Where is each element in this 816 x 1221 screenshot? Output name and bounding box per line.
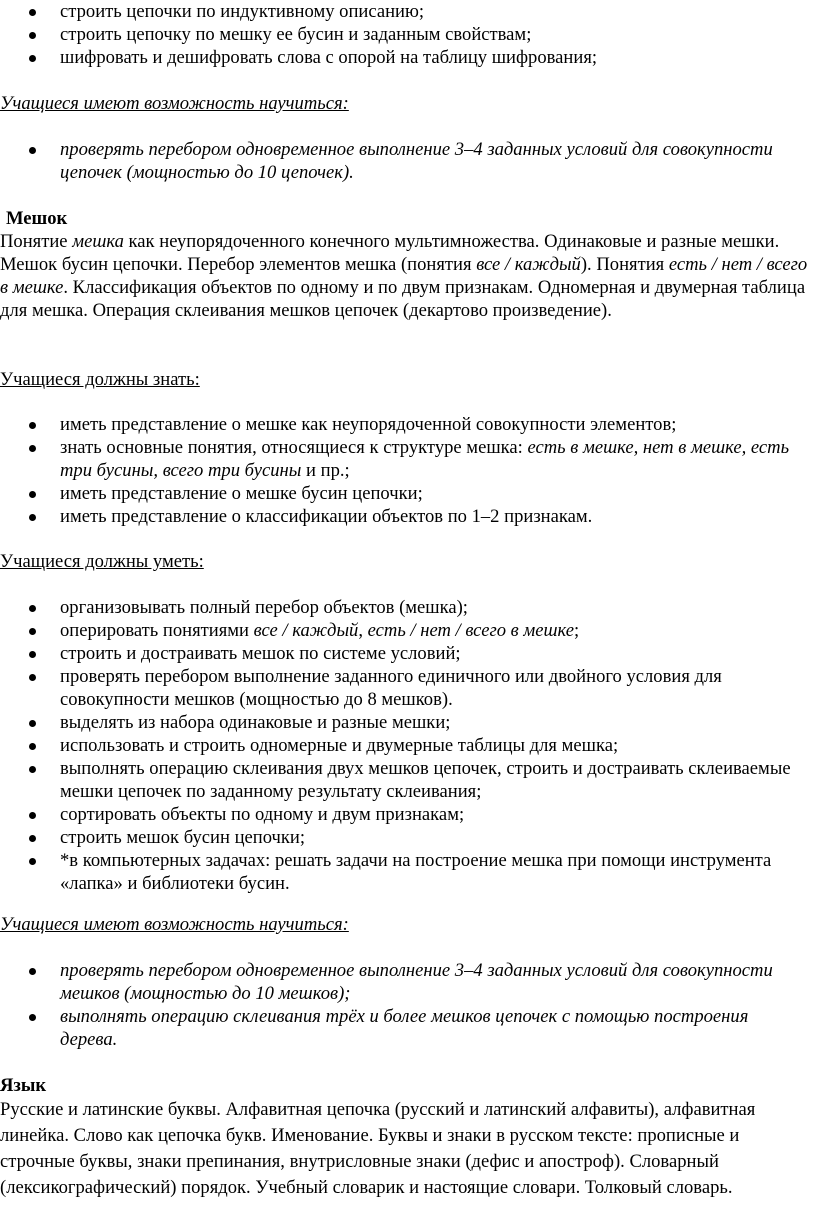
bullet-icon	[29, 422, 36, 429]
opportunity-list-chains	[0, 138, 812, 184]
bag-description: Понятие мешка как неупорядоченного конечного мультимножества. Одинаковые и разные мешки. Мешок бусин цепочки. Перебор элементов мешка (понятия все / каждый). Понятия есть / нет / всего в мешке. Классификация объектов по одному и по двум признакам. Одномерная и двумерная таблица для мешка. Операция склеивания мешков цепочек (декартово произведение).	[0, 231, 808, 321]
list-item: проверять перебором выполнение заданного единичного или двойного условия для совокупности мешков (мощностью до 8 мешков).	[0, 665, 812, 711]
list-item: иметь представление о мешке бусин цепочки;	[0, 482, 812, 505]
bullet-icon	[29, 858, 36, 865]
list-item: шифровать и дешифровать слова с опорой на таблицу шифрования;	[0, 46, 812, 69]
bullet-icon	[29, 812, 36, 819]
list-item: использовать и строить одномерные и двумерные таблицы для мешка;	[0, 734, 812, 757]
bullet-icon	[29, 968, 36, 975]
bullet-icon	[29, 628, 36, 635]
list-item: *в компьютерных задачах: решать задачи на построение мешка при помощи инструмента «лапка» и библиотеки бусин.	[0, 849, 812, 895]
list-item: организовывать полный перебор объектов (мешка);	[0, 596, 812, 619]
can-list	[0, 596, 812, 895]
opportunity-list-bags	[0, 959, 812, 1051]
section-heading: Учащиеся имеют возможность научиться:	[0, 93, 349, 114]
list-item: строить цепочки по индуктивному описанию;	[0, 0, 812, 23]
bullet-icon	[29, 605, 36, 612]
list-item: выполнять операцию склеивания двух мешков цепочек, строить и достраивать склеиваемые мешки цепочек по заданному результату склеивания;	[0, 757, 812, 803]
section-title-bag: Мешок	[6, 208, 68, 229]
bullet-icon	[29, 32, 36, 39]
bullet-icon	[29, 651, 36, 658]
bullet-icon	[29, 55, 36, 62]
section-title-language: Язык	[0, 1075, 47, 1096]
section-heading: Учащиеся должны уметь:	[0, 551, 204, 572]
bullet-icon	[29, 514, 36, 521]
list-item: сортировать объекты по одному и двум признакам;	[0, 803, 812, 826]
list-item: иметь представление о классификации объектов по 1–2 признакам.	[0, 505, 812, 528]
list-item: оперировать понятиями все / каждый, есть / нет / всего в мешке;	[0, 619, 812, 642]
list-item: проверять перебором одновременное выполнение 3–4 заданных условий для совокупности мешков (мощностью до 10 мешков);	[0, 959, 812, 1005]
bullet-icon	[29, 9, 36, 16]
language-description: Русские и латинские буквы. Алфавитная цепочка (русский и латинский алфавиты), алфавитная линейка. Слово как цепочка букв. Именование. Буквы и знаки в русском тексте: прописные и строчные буквы, знаки препинания, внутрисловные знаки (дефис и апостроф). Словарный (лексикографический) порядок. Учебный словарик и настоящие словари. Толковый словарь.	[0, 1099, 756, 1198]
list-item: проверять перебором одновременное выполнение 3–4 заданных условий для совокупности цепочек (мощностью до 10 цепочек).	[0, 138, 812, 184]
skills-list-chains	[0, 0, 812, 69]
list-item: выполнять операцию склеивания трёх и более мешков цепочек с помощью построения дерева.	[0, 1005, 812, 1051]
bullet-icon	[29, 835, 36, 842]
bullet-icon	[29, 1014, 36, 1021]
list-item: знать основные понятия, относящиеся к структуре мешка: есть в мешке, нет в мешке, есть три бусины, всего три бусины и пр.;	[0, 436, 812, 482]
list-item: выделять из набора одинаковые и разные мешки;	[0, 711, 812, 734]
bullet-icon	[29, 766, 36, 773]
list-item: иметь представление о мешке как неупорядоченной совокупности элементов;	[0, 413, 812, 436]
section-heading: Учащиеся имеют возможность научиться:	[0, 914, 349, 935]
bullet-icon	[29, 147, 36, 154]
list-item: строить и достраивать мешок по системе условий;	[0, 642, 812, 665]
know-list	[0, 413, 812, 528]
bullet-icon	[29, 491, 36, 498]
bullet-icon	[29, 445, 36, 452]
bullet-icon	[29, 720, 36, 727]
list-item: строить цепочку по мешку ее бусин и заданным свойствам;	[0, 23, 812, 46]
list-item: строить мешок бусин цепочки;	[0, 826, 812, 849]
bullet-icon	[29, 674, 36, 681]
section-heading: Учащиеся должны знать:	[0, 369, 200, 390]
bullet-icon	[29, 743, 36, 750]
